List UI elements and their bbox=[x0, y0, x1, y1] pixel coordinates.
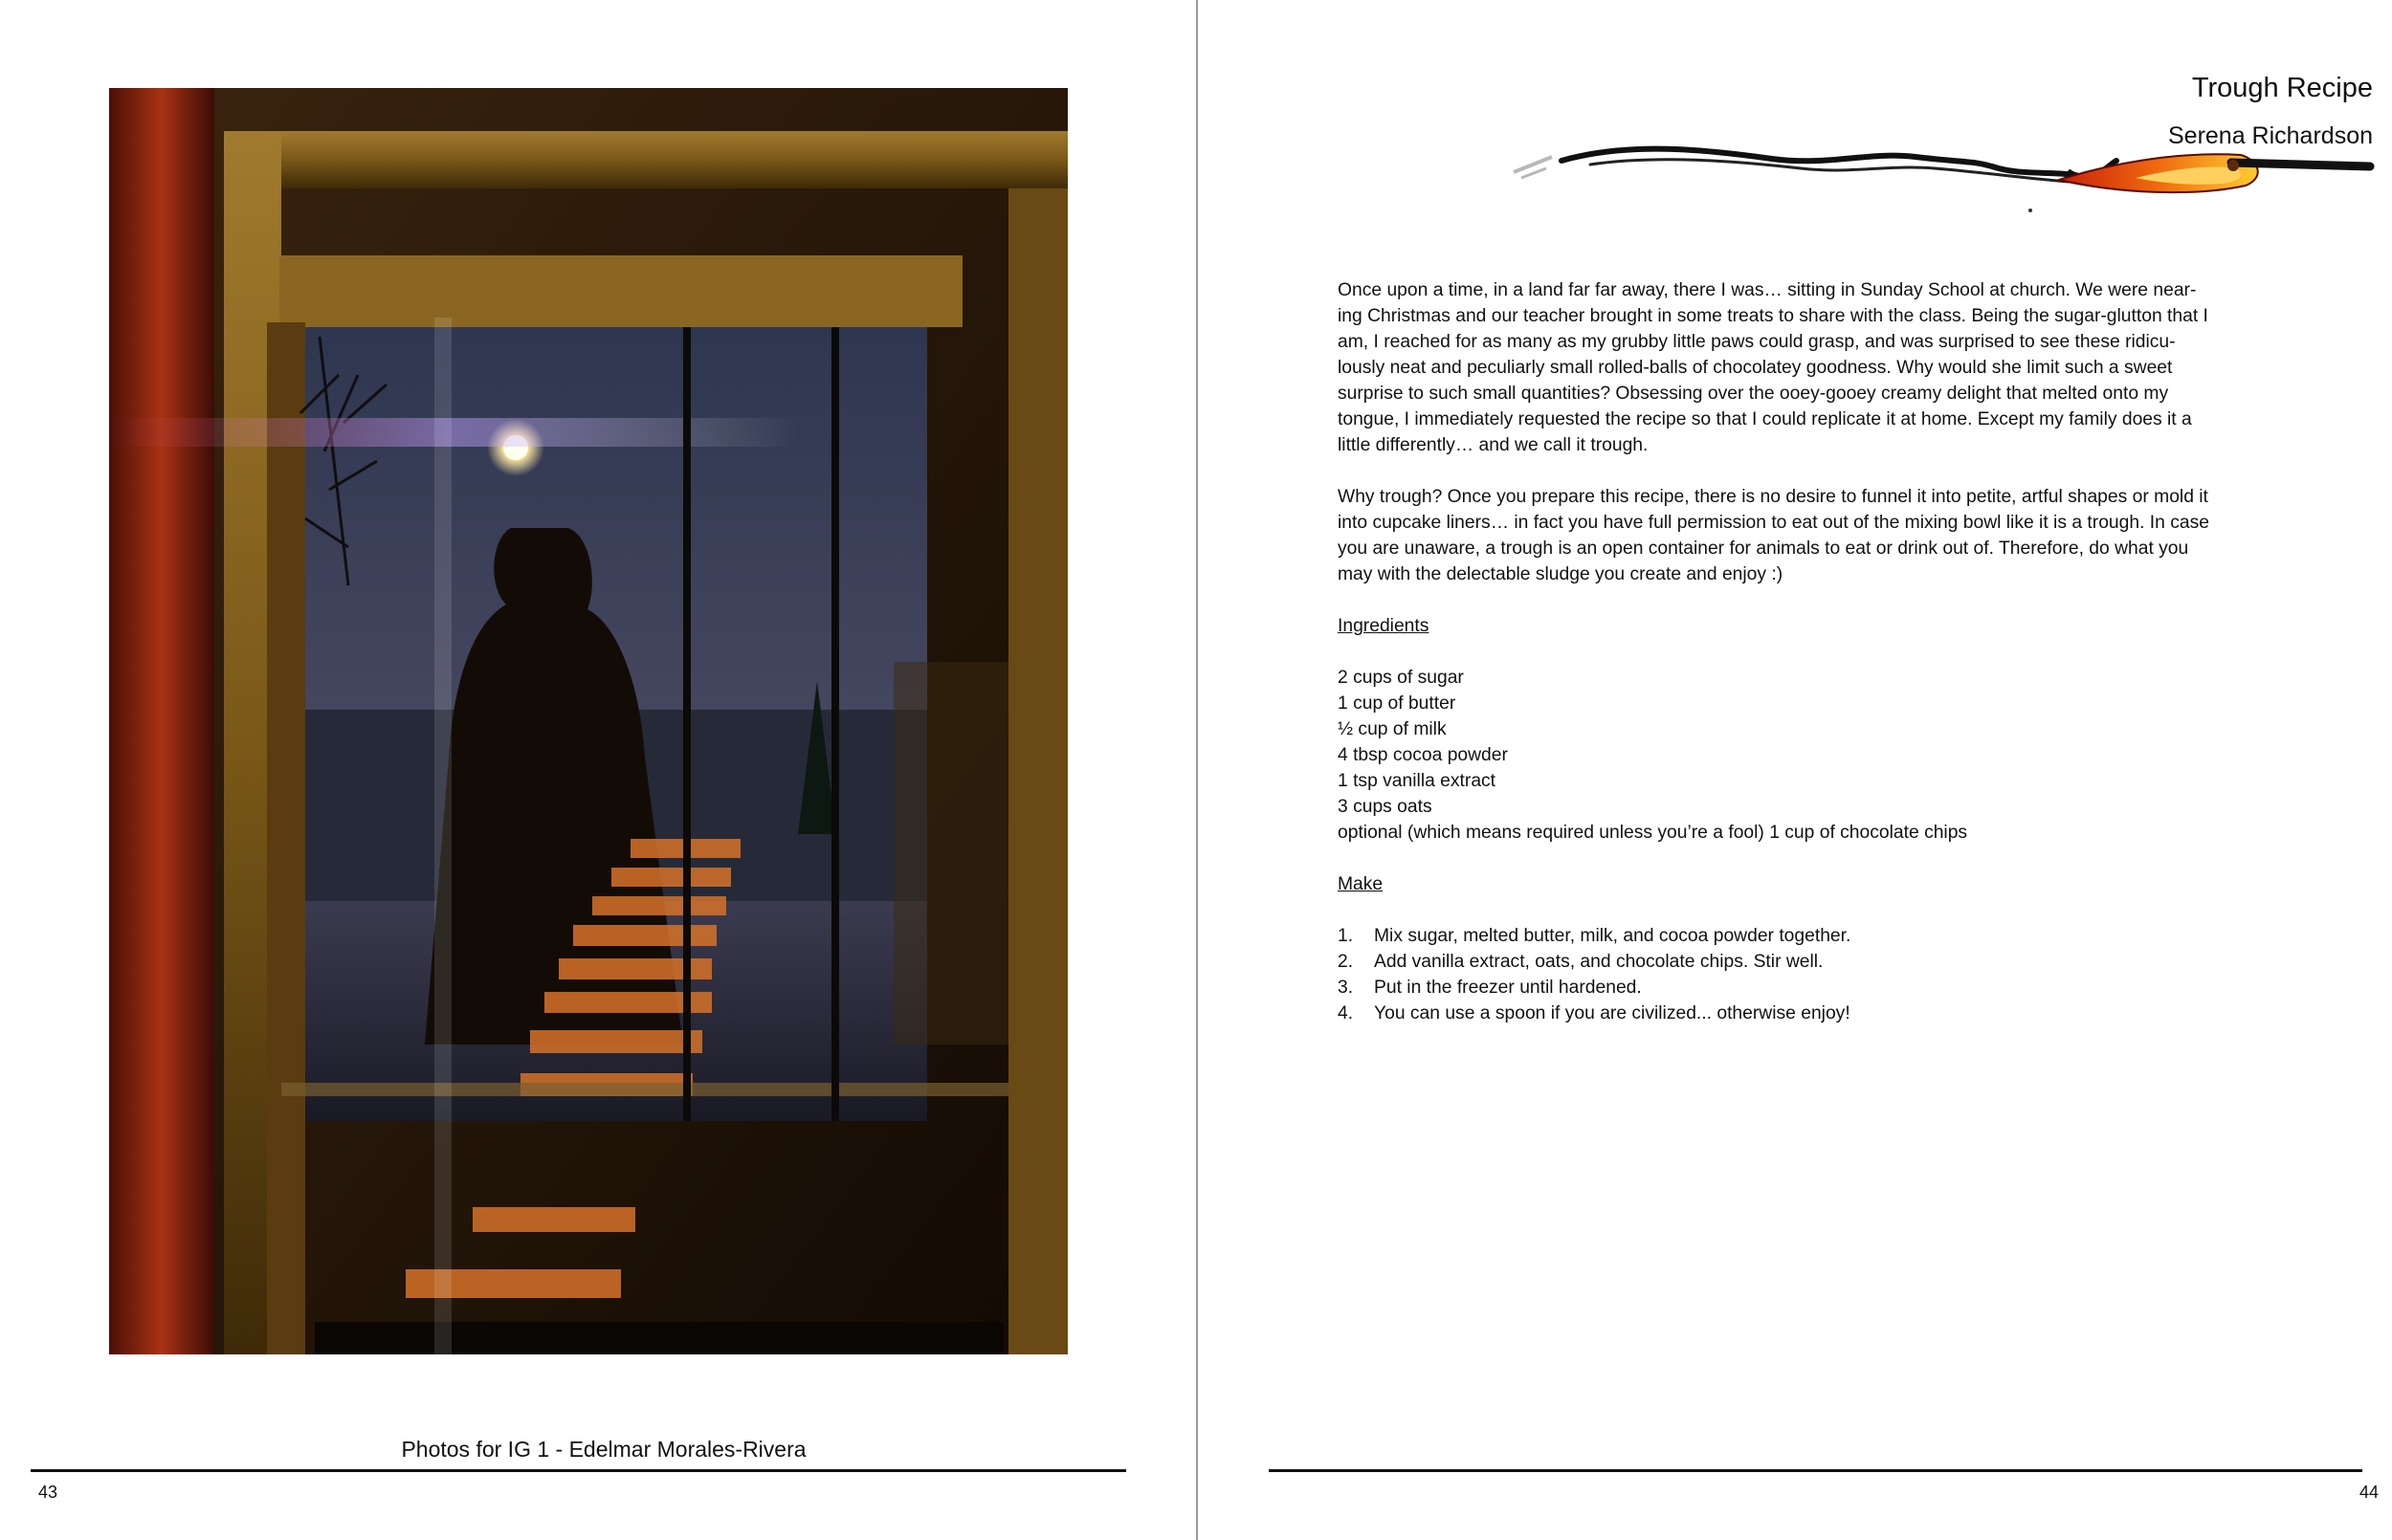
page-number: 44 bbox=[2359, 1483, 2379, 1502]
footer-rule bbox=[1269, 1469, 2362, 1472]
page-title: Trough Recipe bbox=[2191, 73, 2373, 103]
right-page bbox=[1198, 0, 2392, 1540]
photo-window-reflection bbox=[109, 88, 1068, 1354]
list-item: optional (which means required unless you’re a fool) 1 cup of chocolate chips bbox=[1338, 823, 1968, 843]
list-item bbox=[1338, 949, 2218, 975]
recipe-body bbox=[1338, 277, 2218, 1026]
ingredients-heading: Ingredients bbox=[1338, 616, 1429, 636]
list-item: 3 cups oats bbox=[1338, 797, 1432, 817]
list-item: ½ cup of milk bbox=[1338, 719, 1447, 739]
footer-rule bbox=[31, 1469, 1126, 1472]
make-heading: Make bbox=[1338, 874, 1384, 894]
list-item: 1 cup of butter bbox=[1338, 693, 1456, 714]
photo-caption: Photos for IG 1 - Edelmar Morales-Rivera bbox=[401, 1437, 807, 1462]
intro-paragraph: Once upon a time, in a land far far away, there I was… sitting in Sunday School at church. We were near-ing Christmas and our teacher brought in some treats to share with the class. Being the sugar-glutton that I am, I reached for as many as my grubby little paws could grasp, and was surprised to see these ridicu-lously neat and peculiarly small rolled-balls of chocolatey goodness. Why would she limit such a sweet surprise to such small quantities? Obsessing over the ooey-gooey creamy delight that melted onto my tongue, I immediately requested the recipe so that I could replicate it at home. Except my family does it a little differently… and we call it trough. bbox=[1338, 280, 2208, 455]
photo-image bbox=[109, 88, 1068, 1354]
why-paragraph: Why trough? Once you prepare this recipe, there is no desire to funnel it into petite, artful shapes or mold it into cupcake liners… in fact you have full permission to eat out of the mixing bowl like it is a trough. In case you are unaware, a trough is an open container for animals to eat or drink out of. Therefore, do what you may with the delectable sludge you create and enjoy :) bbox=[1338, 487, 2209, 584]
author-name: Serena Richardson bbox=[2167, 122, 2373, 149]
step-text: You can use a spoon if you are civilized... otherwise enjoy! bbox=[1374, 1003, 1850, 1023]
steps-list bbox=[1338, 923, 2218, 1026]
list-item bbox=[1338, 923, 2218, 949]
step-number: 4. bbox=[1338, 1003, 1354, 1023]
step-text: Add vanilla extract, oats, and chocolate chips. Stir well. bbox=[1374, 952, 1824, 972]
step-number: 1. bbox=[1338, 926, 1354, 946]
ingredients-list bbox=[1338, 665, 2218, 846]
list-item: 4 tbsp cocoa powder bbox=[1338, 745, 1508, 765]
list-item: 1 tsp vanilla extract bbox=[1338, 771, 1496, 791]
list-item: 2 cups of sugar bbox=[1338, 668, 1464, 688]
step-number: 2. bbox=[1338, 952, 1354, 972]
step-text: Put in the freezer until hardened. bbox=[1374, 978, 1642, 998]
list-item bbox=[1338, 1001, 2218, 1026]
list-item bbox=[1338, 975, 2218, 1001]
page-number: 43 bbox=[38, 1483, 58, 1502]
step-number: 3. bbox=[1338, 978, 1354, 998]
step-text: Mix sugar, melted butter, milk, and cocoa powder together. bbox=[1374, 926, 1851, 946]
